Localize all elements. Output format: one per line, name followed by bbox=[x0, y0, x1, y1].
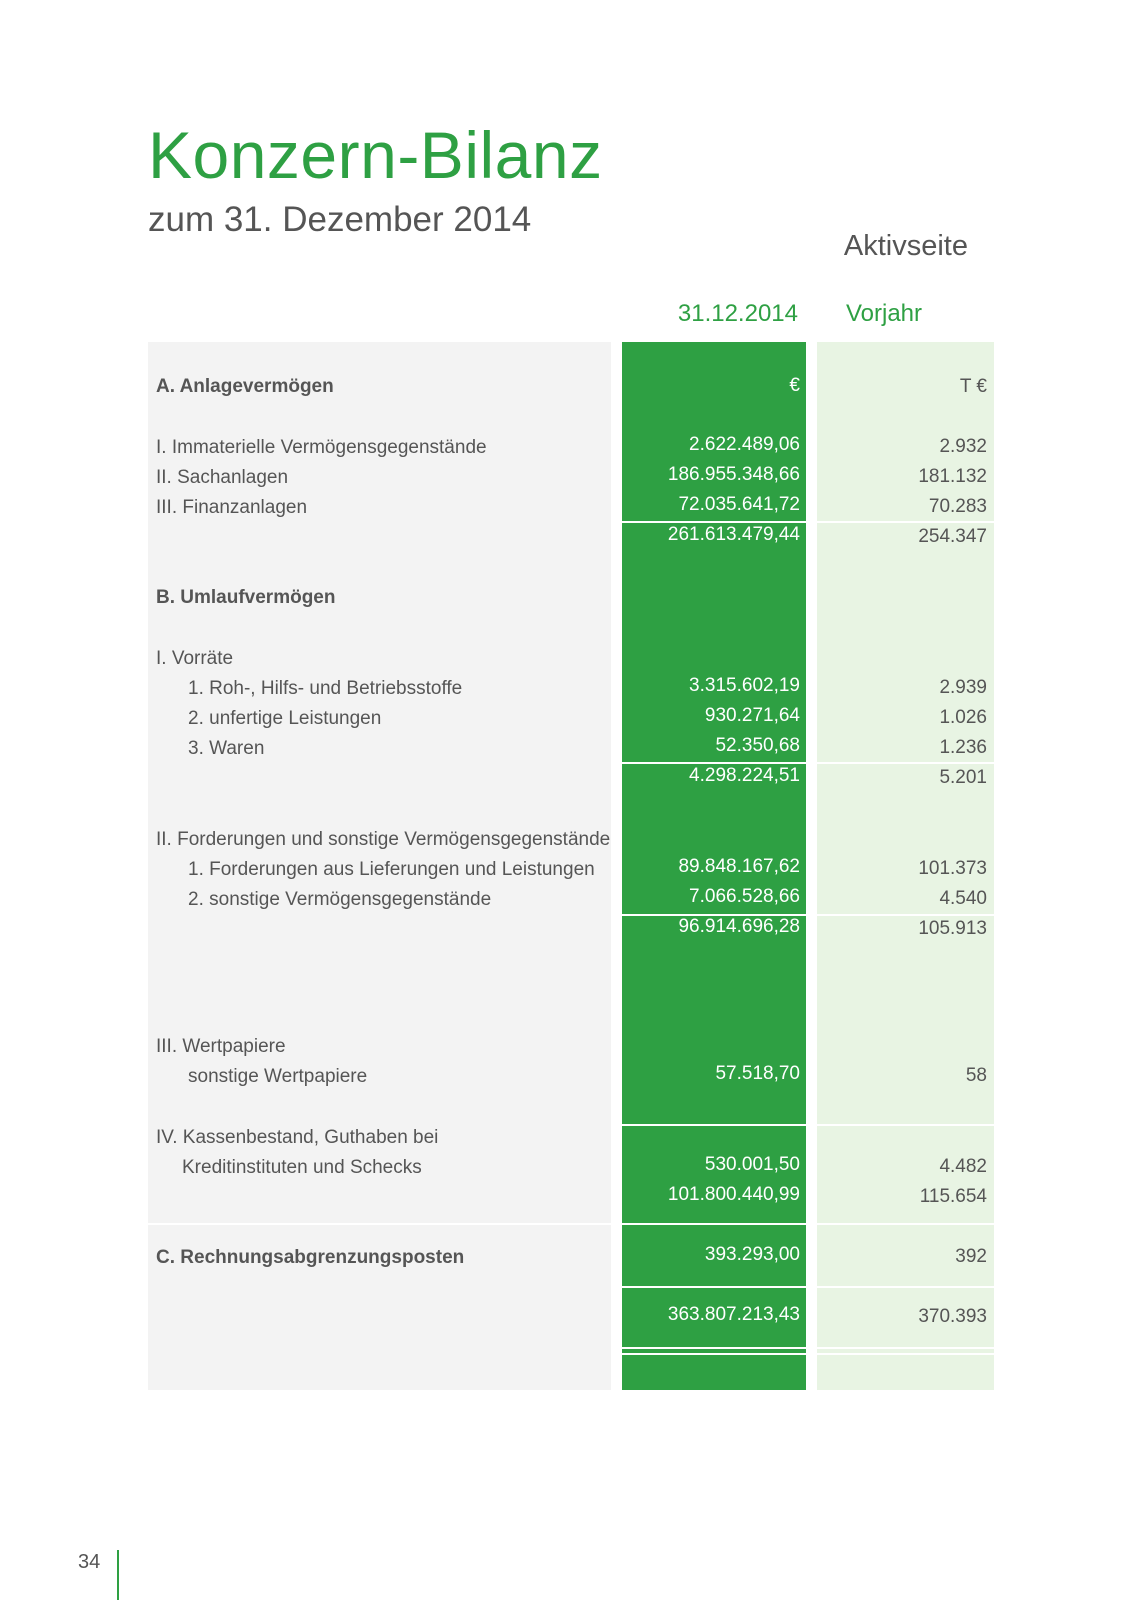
table-row-previous: 2.939 bbox=[939, 677, 987, 698]
table-row-label: 1. Roh-, Hilfs- und Betriebsstoffe bbox=[188, 678, 463, 699]
unit-previous: T € bbox=[959, 376, 987, 397]
table-row-label: 1. Forderungen aus Lieferungen und Leistungen bbox=[188, 859, 595, 880]
table-row-previous: 181.132 bbox=[918, 466, 987, 487]
subtotal-previous: 254.347 bbox=[918, 526, 987, 547]
table-row-previous: 101.373 bbox=[918, 858, 987, 879]
section-b-heading: B. Umlaufvermögen bbox=[156, 587, 336, 608]
subtotal-current: 96.914.696,28 bbox=[678, 916, 800, 937]
rule-b-end bbox=[148, 1223, 994, 1225]
rule-double-1 bbox=[622, 1347, 994, 1349]
table-row-current: 57.518,70 bbox=[715, 1063, 800, 1084]
table-row-label: sonstige Wertpapiere bbox=[188, 1066, 368, 1087]
table-row-current: 393.293,00 bbox=[704, 1244, 800, 1265]
table-row-previous: 4.482 bbox=[939, 1156, 987, 1177]
subtotal-current: 101.800.440,99 bbox=[667, 1184, 800, 1205]
subtotal-previous: 105.913 bbox=[918, 918, 987, 939]
table-row-current: 52.350,68 bbox=[715, 735, 800, 756]
grand-total-previous: 370.393 bbox=[918, 1306, 987, 1327]
table-row-previous: 1.026 bbox=[939, 707, 987, 728]
subsection-heading-continued: Kreditinstituten und Schecks bbox=[182, 1157, 422, 1178]
side-label: Aktivseite bbox=[843, 230, 968, 262]
unit-current: € bbox=[789, 375, 800, 396]
section-c-heading: C. Rechnungsabgrenzungsposten bbox=[156, 1247, 465, 1268]
subsection-heading: IV. Kassenbestand, Guthaben bei bbox=[156, 1127, 439, 1148]
table-row-current: 530.001,50 bbox=[704, 1154, 800, 1175]
subtotal-previous: 5.201 bbox=[939, 767, 987, 788]
page-number-divider bbox=[117, 1550, 119, 1600]
table-row-previous: 2.932 bbox=[939, 436, 987, 457]
subtotal-previous: 115.654 bbox=[919, 1186, 987, 1207]
table-row-label: II. Sachanlagen bbox=[156, 467, 289, 488]
column-header-current: 31.12.2014 bbox=[677, 300, 798, 327]
table-row-previous: 1.236 bbox=[939, 737, 987, 758]
page-number: 34 bbox=[78, 1551, 101, 1573]
table-row-current: 186.955.348,66 bbox=[667, 464, 800, 485]
table-row-previous: 4.540 bbox=[939, 888, 987, 909]
table-row-current: 89.848.167,62 bbox=[678, 856, 800, 877]
table-row-label: 2. unfertige Leistungen bbox=[188, 708, 382, 729]
table-row-current: 7.066.528,66 bbox=[689, 886, 800, 907]
table-row-previous: 392 bbox=[955, 1246, 987, 1267]
subsection-heading: I. Vorräte bbox=[156, 648, 234, 669]
table-row-current: 72.035.641,72 bbox=[678, 494, 800, 515]
subsection-heading: II. Forderungen und sonstige Vermögensgegenstände bbox=[156, 829, 611, 850]
rule-double-2 bbox=[622, 1353, 994, 1355]
page-title: Konzern-Bilanz bbox=[148, 118, 603, 192]
subtotal-current: 261.613.479,44 bbox=[667, 524, 800, 545]
table-row-current: 2.622.489,06 bbox=[689, 434, 800, 455]
grand-total-current: 363.807.213,43 bbox=[667, 1304, 800, 1325]
section-a-heading: A. Anlagevermögen bbox=[156, 376, 334, 397]
table-row-current: 3.315.602,19 bbox=[689, 675, 800, 696]
table-row-label: 2. sonstige Vermögensgegenstände bbox=[188, 889, 492, 910]
table-row-label: I. Immaterielle Vermögensgegenstände bbox=[156, 437, 487, 458]
subsection-heading: III. Wertpapiere bbox=[156, 1036, 286, 1057]
subtotal-current: 4.298.224,51 bbox=[689, 765, 800, 786]
table-row-label: III. Finanzanlagen bbox=[156, 497, 308, 518]
table-row-current: 930.271,64 bbox=[704, 705, 800, 726]
table-row-label: 3. Waren bbox=[188, 738, 265, 759]
table-row-previous: 58 bbox=[965, 1065, 987, 1086]
page-subtitle: zum 31. Dezember 2014 bbox=[148, 200, 532, 239]
rule-c-end bbox=[622, 1286, 994, 1288]
table-row-previous: 70.283 bbox=[928, 496, 987, 517]
column-header-previous: Vorjahr bbox=[845, 300, 923, 327]
rule-kasse bbox=[622, 1124, 994, 1126]
